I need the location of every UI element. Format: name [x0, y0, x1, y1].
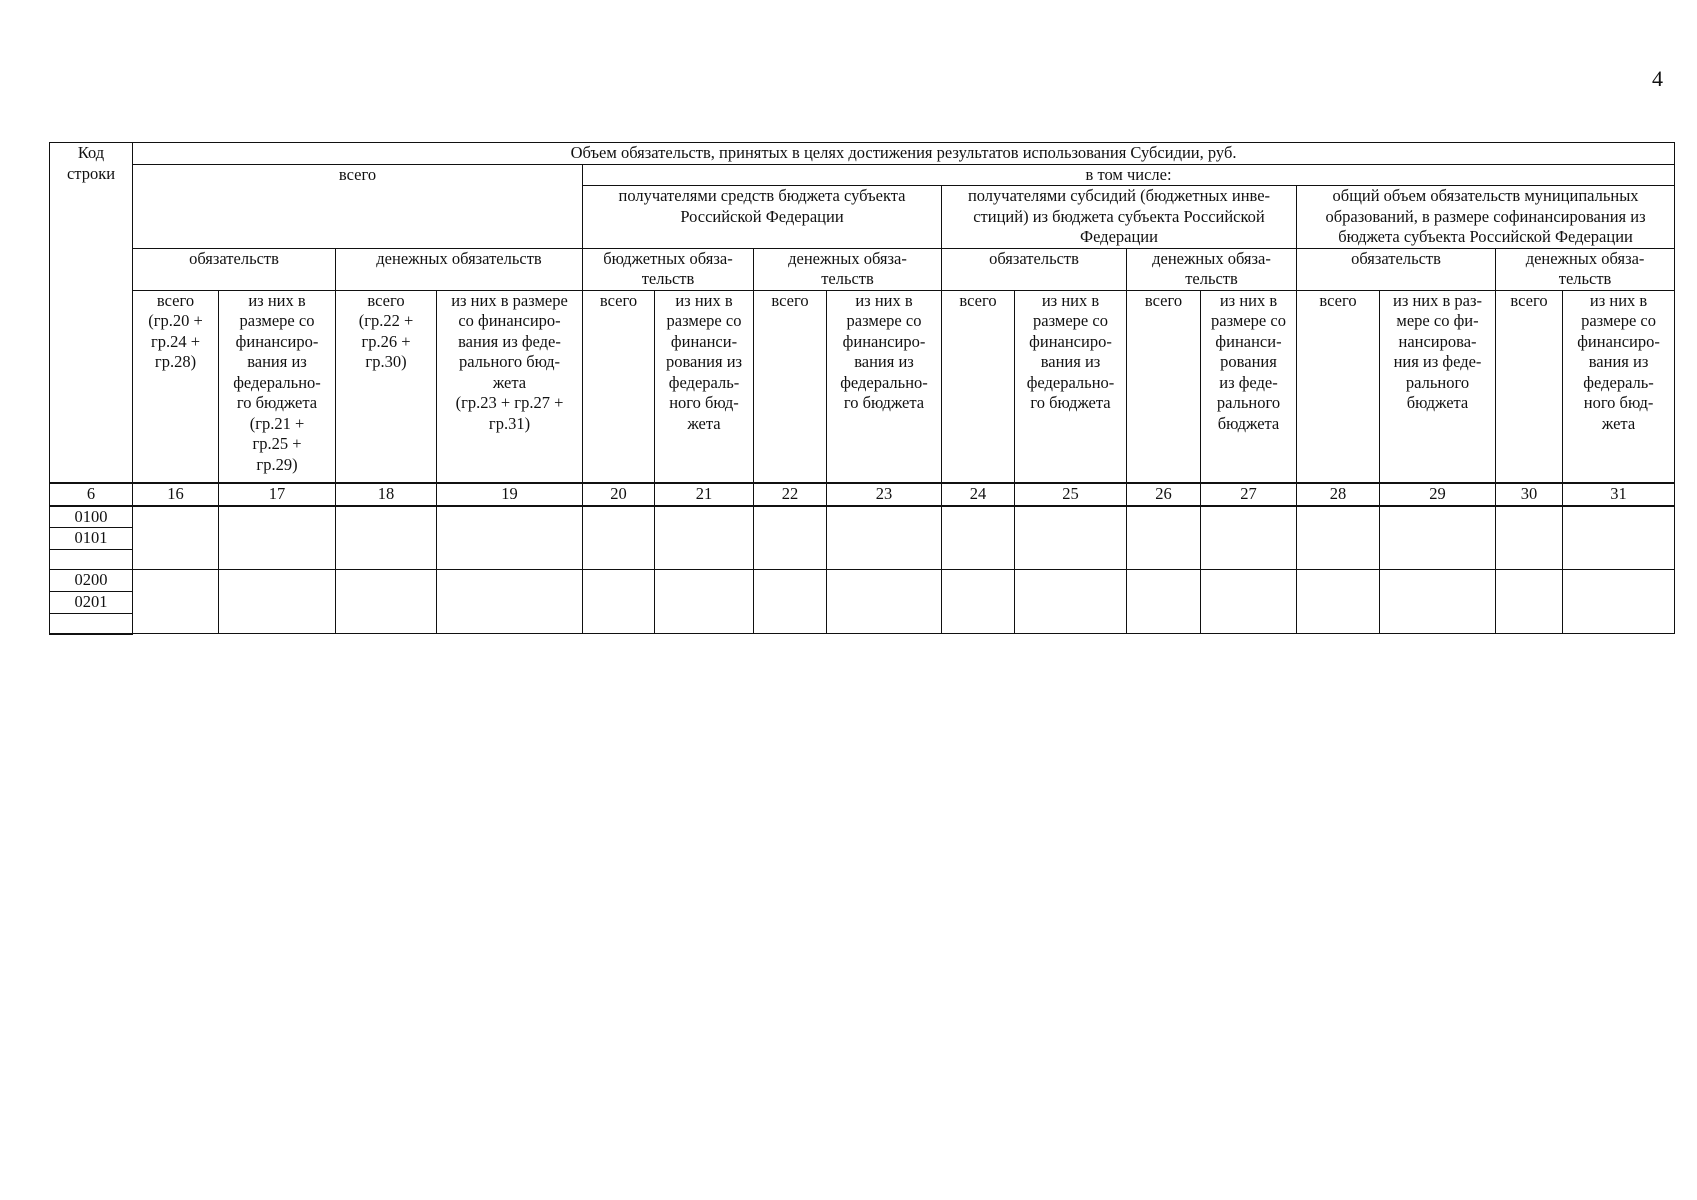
data-cell[interactable] [133, 506, 219, 570]
data-cell[interactable] [942, 570, 1015, 634]
header-col-18: всего (гр.22 + гр.26 + гр.30) [336, 290, 437, 483]
obligations-table [49, 142, 1675, 635]
column-number: 16 [133, 483, 219, 506]
column-number: 24 [942, 483, 1015, 506]
header-subsidy-obligations: обязательств [942, 248, 1127, 290]
row-code [50, 614, 133, 634]
data-cell[interactable] [1127, 506, 1201, 570]
data-cell[interactable] [1297, 506, 1380, 570]
header-muni-obligations: обязательств [1297, 248, 1496, 290]
row-code: 0200 [50, 570, 133, 592]
header-subsidy-money: денежных обяза- тельств [1127, 248, 1297, 290]
header-region-budget: бюджетных обяза- тельств [583, 248, 754, 290]
data-cell[interactable] [336, 506, 437, 570]
header-col-25: из них в размере со финансиро- вания из федерально- го бюджета [1015, 290, 1127, 483]
page-number: 4 [1652, 66, 1663, 91]
column-number: 21 [655, 483, 754, 506]
header-including: в том числе: [583, 164, 1675, 186]
data-cell[interactable] [754, 570, 827, 634]
data-cell[interactable] [655, 570, 754, 634]
data-cell[interactable] [1496, 506, 1563, 570]
column-number: 6 [50, 483, 133, 506]
column-number-row [50, 483, 1675, 506]
table-row [50, 570, 1675, 592]
data-cell[interactable] [655, 506, 754, 570]
data-cell[interactable] [1563, 506, 1675, 570]
data-cell[interactable] [133, 570, 219, 634]
row-code [50, 550, 133, 570]
data-cell[interactable] [219, 506, 336, 570]
column-number: 19 [437, 483, 583, 506]
column-number: 17 [219, 483, 336, 506]
column-number: 18 [336, 483, 437, 506]
data-cell[interactable] [827, 570, 942, 634]
header-group-subsidy: получателями субсидий (бюджетных инве-стиций) из бюджета субъекта Российской Федерации [942, 186, 1297, 249]
header-col-24: всего [942, 290, 1015, 483]
data-cell[interactable] [827, 506, 942, 570]
header-col-26: всего [1127, 290, 1201, 483]
header-main-title: Объем обязательств, принятых в целях достижения результатов использования Субсидии, руб. [133, 143, 1675, 165]
data-cell[interactable] [1015, 570, 1127, 634]
row-code: 0101 [50, 528, 133, 550]
header-total-money: денежных обязательств [336, 248, 583, 290]
header-region-money: денежных обяза- тельств [754, 248, 942, 290]
data-cell[interactable] [1496, 570, 1563, 634]
data-cell[interactable] [1380, 506, 1496, 570]
column-number: 31 [1563, 483, 1675, 506]
header-col-19: из них в размере со финансиро- вания из феде- рального бюд- жета (гр.23 + гр.27 + гр.31) [437, 290, 583, 483]
data-cell[interactable] [1297, 570, 1380, 634]
data-cell[interactable] [754, 506, 827, 570]
row-code: 0100 [50, 506, 133, 528]
row-code: 0201 [50, 592, 133, 614]
data-cell[interactable] [1380, 570, 1496, 634]
header-col-20: всего [583, 290, 655, 483]
header-group-region: получателями средств бюджета субъекта Российской Федерации [583, 186, 942, 249]
header-col-31: из них в размере со финансиро- вания из федераль- ного бюд- жета [1563, 290, 1675, 483]
column-number: 30 [1496, 483, 1563, 506]
header-muni-money: денежных обяза- тельств [1496, 248, 1675, 290]
column-number: 26 [1127, 483, 1201, 506]
column-number: 20 [583, 483, 655, 506]
data-cell[interactable] [437, 570, 583, 634]
data-cell[interactable] [336, 570, 437, 634]
data-cell[interactable] [1015, 506, 1127, 570]
header-col-30: всего [1496, 290, 1563, 483]
data-cell[interactable] [219, 570, 336, 634]
header-col-29: из них в раз- мере со фи- нансирова- ния из феде- рального бюджета [1380, 290, 1496, 483]
data-cell[interactable] [583, 570, 655, 634]
table-row [50, 506, 1675, 528]
header-group-municipal: общий объем обязательств муниципальных образований, в размере софинансирования из бюджета субъекта Российской Федерации [1297, 186, 1675, 249]
column-number: 22 [754, 483, 827, 506]
data-cell[interactable] [583, 506, 655, 570]
header-col-22: всего [754, 290, 827, 483]
header-col-21: из них в размере со финанси- рования из федераль- ного бюд- жета [655, 290, 754, 483]
header-total: всего [133, 164, 583, 248]
header-col-17: из них в размере со финансиро- вания из федерально- го бюджета (гр.21 + гр.25 + гр.29) [219, 290, 336, 483]
column-number: 27 [1201, 483, 1297, 506]
header-code: Код строки [50, 143, 133, 484]
data-cell[interactable] [1201, 570, 1297, 634]
data-cell[interactable] [1127, 570, 1201, 634]
column-number: 28 [1297, 483, 1380, 506]
header-col-16: всего (гр.20 + гр.24 + гр.28) [133, 290, 219, 483]
column-number: 29 [1380, 483, 1496, 506]
column-number: 25 [1015, 483, 1127, 506]
header-col-27: из них в размере со финанси- рования из феде- рального бюджета [1201, 290, 1297, 483]
header-total-obligations: обязательств [133, 248, 336, 290]
data-cell[interactable] [1201, 506, 1297, 570]
data-cell[interactable] [1563, 570, 1675, 634]
header-col-28: всего [1297, 290, 1380, 483]
column-number: 23 [827, 483, 942, 506]
data-cell[interactable] [437, 506, 583, 570]
data-cell[interactable] [942, 506, 1015, 570]
header-col-23: из них в размере со финансиро- вания из федерально- го бюджета [827, 290, 942, 483]
